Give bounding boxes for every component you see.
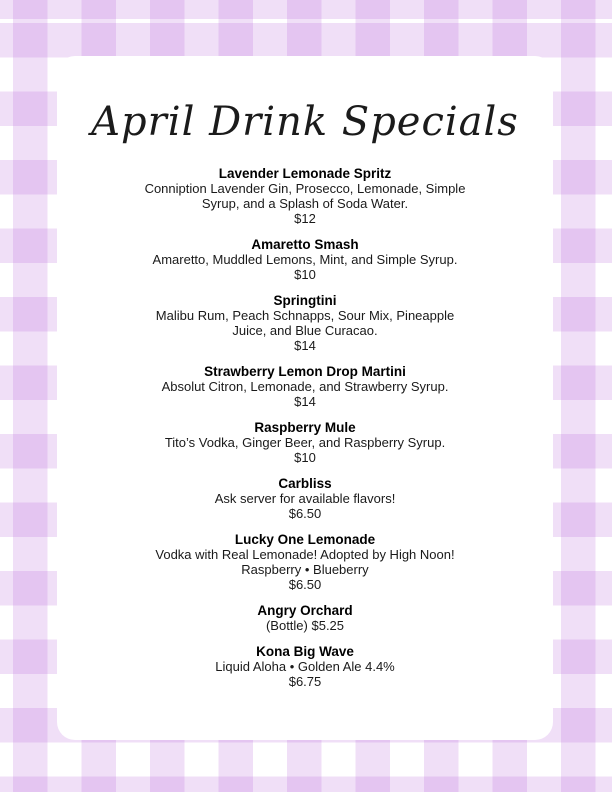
menu-item	[57, 603, 553, 633]
menu-item	[57, 364, 553, 409]
item-price: $10	[294, 267, 316, 282]
item-price: $6.50	[288, 577, 322, 592]
item-description: Malibu Rum, Peach Schnapps, Sour Mix, Pineapple Juice, and Blue Curacao.	[155, 308, 455, 338]
menu-item	[57, 293, 553, 353]
item-name: Raspberry Mule	[254, 420, 356, 435]
item-name: Strawberry Lemon Drop Martini	[204, 364, 406, 379]
menu-item	[57, 420, 553, 465]
item-description: Absolut Citron, Lemonade, and Strawberry Syrup.	[161, 379, 449, 394]
menu-items	[57, 166, 553, 689]
menu-item	[57, 644, 553, 689]
item-description: Conniption Lavender Gin, Prosecco, Lemonade, Simple Syrup, and a Splash of Soda Water.	[144, 181, 466, 211]
item-price: $10	[294, 450, 316, 465]
item-description: Vodka with Real Lemonade! Adopted by High Noon!	[155, 547, 455, 562]
item-name: Carbliss	[278, 476, 332, 491]
item-name: Kona Big Wave	[256, 644, 354, 659]
item-name: Springtini	[273, 293, 337, 308]
item-name: Amaretto Smash	[251, 237, 359, 252]
item-description: Liquid Aloha • Golden Ale 4.4%	[215, 659, 395, 674]
menu-item	[57, 237, 553, 282]
item-price: $12	[294, 211, 316, 226]
item-description: Ask server for available flavors!	[214, 491, 396, 506]
menu-item	[57, 476, 553, 521]
item-price: $6.50	[288, 506, 322, 521]
menu-item	[57, 166, 553, 226]
item-price: $14	[294, 394, 316, 409]
menu-item	[57, 532, 553, 592]
item-description: Amaretto, Muddled Lemons, Mint, and Simple Syrup.	[152, 252, 458, 267]
item-name: Lavender Lemonade Spritz	[218, 166, 392, 181]
menu-title: April Drink Specials	[91, 99, 519, 145]
item-name: Angry Orchard	[257, 603, 353, 618]
item-price: (Bottle) $5.25	[265, 618, 345, 633]
item-name: Lucky One Lemonade	[234, 532, 376, 547]
menu-card	[57, 56, 553, 740]
item-price: $6.75	[288, 674, 322, 689]
item-description: Raspberry • Blueberry	[241, 562, 369, 577]
item-description: Tito’s Vodka, Ginger Beer, and Raspberry Syrup.	[164, 435, 446, 450]
item-price: $14	[294, 338, 316, 353]
